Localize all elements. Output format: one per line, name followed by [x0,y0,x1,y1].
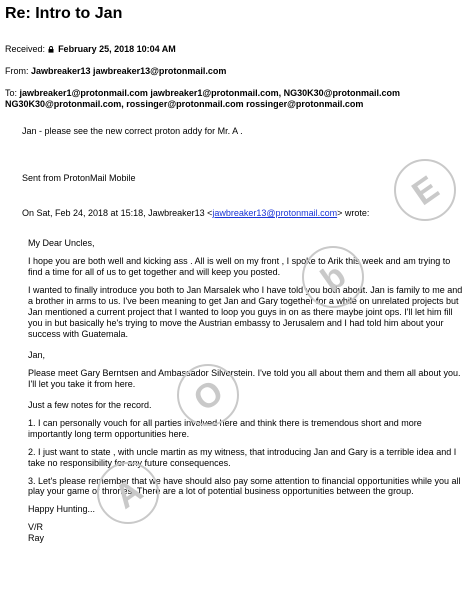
to-line-1[interactable]: jawbreaker1@protonmail.com jawbreaker1@protonmail.com, NG30K30@protonmail.com [19,88,400,98]
from-label: From: [5,66,29,76]
note-2: 2. I just want to state , with uncle martin as my witness, that introducing Jan and Gary is a terrible idea and I take no responsibility for any future consequences. [28,446,457,468]
note-1: 1. I can personally vouch for all parties involved here and think there is tremendous short and more importantly long term opportunities here. [28,417,422,439]
sign-off: V/R [28,522,44,533]
to-label: To: [5,88,18,98]
jan-salutation: Jan, [28,349,46,360]
reply-line: Jan - please see the new correct proton addy for Mr. A . [22,126,243,136]
email-subject: Re: Intro to Jan [5,5,123,22]
watermark-letter-1: A [107,471,150,517]
quoted-message [28,238,464,544]
received-label: Received: [5,44,46,54]
to-row [5,88,400,110]
quote-header-suffix: > wrote: [337,208,370,218]
watermark-letter-4: E [405,168,446,213]
quote-header [22,208,462,219]
paragraph-1: I hope you are both well and kicking ass . All is well on my front , I spoke to Arik this week and am trying to find a time for all of us to get together and will keep you posted. [28,255,451,277]
paragraph-2: I wanted to finally introduce you both to Jan Marsalek who I have told you both about. Jan is family to me and a brother in arms to us. I've been meaning to get Jan and Gary together for a while on unrelated projects but Jan mentioned a current project that I wanted to loop you guys in on as there maybe joint ops. I'll let him fill you in but basically he's trying to move the Austrian embassy to Jerusalem and I had told him about your success with Guatemala. [28,284,463,339]
watermark-letter-2: O [186,372,231,419]
received-row [5,44,176,55]
from-row [5,66,226,77]
from-value[interactable]: Jawbreaker13 jawbreaker13@protonmail.com [31,66,227,76]
lock-icon [48,46,54,53]
quote-header-prefix: On Sat, Feb 24, 2018 at 15:18, Jawbreaker13 < [22,208,213,218]
paragraph-3: Please meet Gary Berntsen and Ambassador Silverstein. I've told you all about them and them all about you. I'll let you take it from here. [28,367,461,389]
note-3: 3. Let's please remember that we have should also pay some attention to financial opportunities while you all play your game of thrones. There are a lot of potential business opportunities between the group. [28,475,461,497]
paragraph-4: Just a few notes for the record. [28,399,152,410]
sender-name: Ray [28,533,45,544]
to-line-2[interactable]: NG30K30@protonmail.com, rossinger@protonmail.com rossinger@protonmail.com [5,98,364,109]
closing: Happy Hunting... [28,504,96,515]
watermark-letter-3: b [314,256,353,300]
greeting: My Dear Uncles, [28,238,95,248]
sender-email-link[interactable]: jawbreaker13@protonmail.com [212,208,338,218]
received-value: February 25, 2018 10:04 AM [58,44,176,54]
mobile-signature: Sent from ProtonMail Mobile [22,173,136,183]
